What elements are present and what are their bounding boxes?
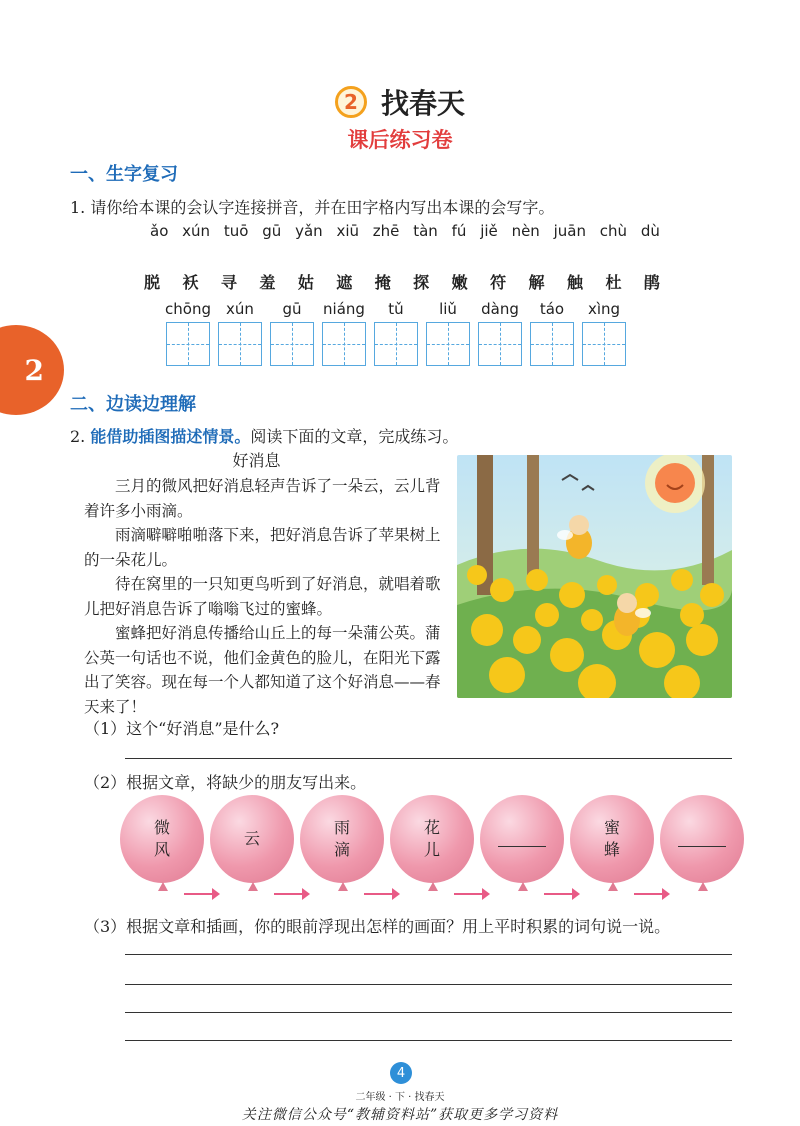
balloon-text: 雨 (333, 818, 350, 837)
writing-pinyin: tǔ (388, 300, 404, 318)
pinyin-option[interactable]: gū (262, 222, 282, 240)
answer-line[interactable] (125, 758, 732, 759)
character-option[interactable]: 触 (566, 273, 583, 292)
passage-title: 好消息 (232, 451, 281, 470)
tianzige-box[interactable] (322, 322, 366, 366)
pinyin-option[interactable]: ǎo (150, 222, 169, 240)
character-option[interactable]: 寻 (220, 273, 237, 292)
passage-paragraph: 待在窝里的一只知更鸟听到了好消息，就唱着歌儿把好消息告诉了嗡嗡飞过的蜜蜂。 (84, 575, 441, 618)
writing-grid-row (166, 322, 626, 366)
balloon-chain (120, 795, 740, 905)
balloon-text: 蜜 (603, 818, 620, 837)
character-option[interactable]: 解 (528, 273, 545, 292)
balloon (120, 795, 204, 883)
arrow-right-icon (544, 893, 574, 895)
blank-line[interactable] (498, 846, 546, 847)
balloon-text: 儿 (423, 840, 440, 859)
question-2-instruction: 阅读下面的文章，完成练习。 (250, 427, 459, 446)
character-option[interactable]: 符 (490, 273, 507, 292)
pinyin-option[interactable]: yǎn (295, 222, 323, 240)
tree-trunk-icon (702, 455, 714, 585)
balloon-blank[interactable] (660, 795, 744, 883)
character-option[interactable]: 杜 (605, 273, 622, 292)
sub-question-1: （1）这个“好消息”是什么? (84, 719, 280, 738)
answer-line[interactable] (125, 954, 732, 955)
lesson-number-badge: 2 (335, 86, 367, 118)
sub-question-3: （3）根据文章和插画，你的眼前浮现出怎样的画面？用上平时积累的词句说一说。 (84, 917, 671, 936)
writing-pinyin: dàng (481, 300, 519, 318)
pinyin-option[interactable]: xiū (336, 222, 359, 240)
tianzige-box[interactable] (426, 322, 470, 366)
answer-line[interactable] (125, 1012, 732, 1013)
page-number: 4 (390, 1062, 412, 1084)
character-option[interactable]: 姑 (297, 273, 314, 292)
balloon-text: 风 (153, 840, 170, 859)
passage-paragraph: 雨滴噼噼啪啪落下来，把好消息告诉了苹果树上的一朵花儿。 (84, 526, 441, 569)
writing-pinyin: gū (282, 300, 302, 318)
question-2-skill: 能借助插图描述情景。 (90, 427, 251, 446)
character-option[interactable]: 袄 (182, 273, 199, 292)
pinyin-option[interactable]: tàn (413, 222, 438, 240)
pinyin-option[interactable]: tuō (223, 222, 249, 240)
reading-passage (84, 448, 449, 719)
blank-line[interactable] (678, 846, 726, 847)
worksheet-subtitle: 课后练习卷 (347, 127, 453, 152)
question-2-number: 2. (70, 427, 91, 446)
spring-illustration (457, 455, 732, 698)
writing-pinyin: xún (226, 300, 254, 318)
pinyin-option[interactable]: xún (182, 222, 211, 240)
question-2 (70, 424, 458, 447)
pinyin-options-row (150, 222, 660, 240)
footer-note: 关注微信公众号“教辅资料站”获取更多学习资料 (241, 1107, 559, 1123)
balloon-text: 滴 (333, 840, 350, 859)
balloon-text: 云 (243, 829, 260, 848)
balloon (570, 795, 654, 883)
pinyin-option[interactable]: fú (451, 222, 467, 240)
writing-pinyin: táo (539, 300, 565, 318)
balloon-text: 花 (423, 818, 440, 837)
balloon (300, 795, 384, 883)
section-heading-2: 二、边读边理解 (70, 394, 196, 415)
question-1: 1. 请你给本课的会认字连接拼音，并在田字格内写出本课的会写字。 (70, 198, 555, 217)
answer-line[interactable] (125, 984, 732, 985)
pinyin-option[interactable]: juān (553, 222, 586, 240)
arrow-right-icon (364, 893, 394, 895)
pinyin-option[interactable]: nèn (511, 222, 540, 240)
writing-pinyin: xìng (587, 300, 621, 318)
balloon-text: 蜂 (603, 840, 620, 859)
character-option[interactable]: 遮 (336, 273, 353, 292)
balloon (390, 795, 474, 883)
character-option[interactable]: 羞 (259, 273, 276, 292)
lesson-title-row (0, 82, 800, 122)
writing-pinyin: chōng (165, 300, 211, 318)
chapter-number: 2 (24, 353, 44, 387)
character-option[interactable]: 鹃 (643, 273, 660, 292)
tree-trunk-icon (527, 455, 539, 575)
writing-pinyin-row (162, 300, 630, 318)
tianzige-box[interactable] (218, 322, 262, 366)
chapter-side-tab (0, 325, 64, 415)
sub-question-2: （2）根据文章，将缺少的朋友写出来。 (84, 773, 367, 792)
writing-pinyin: liǔ (439, 300, 457, 318)
balloon-text: 微 (153, 818, 170, 837)
lesson-title: 找春天 (380, 87, 465, 120)
character-option[interactable]: 嫩 (451, 273, 468, 292)
character-option[interactable]: 掩 (374, 273, 391, 292)
section-heading-1: 一、生字复习 (70, 164, 178, 185)
character-option[interactable]: 探 (413, 273, 430, 292)
balloon (210, 795, 294, 883)
character-options-row (144, 270, 660, 293)
arrow-right-icon (274, 893, 304, 895)
pinyin-option[interactable]: chù (599, 222, 628, 240)
pinyin-option[interactable]: jiě (480, 222, 498, 240)
pinyin-option[interactable]: zhē (372, 222, 400, 240)
tianzige-box[interactable] (478, 322, 522, 366)
tianzige-box[interactable] (582, 322, 626, 366)
arrow-right-icon (454, 893, 484, 895)
passage-paragraph: 三月的微风把好消息轻声告诉了一朵云，云儿背着许多小雨滴。 (84, 477, 441, 520)
arrow-right-icon (184, 893, 214, 895)
pinyin-option[interactable]: dù (640, 222, 660, 240)
passage-paragraph: 蜜蜂把好消息传播给山丘上的每一朵蒲公英。蒲公英一句话也不说，他们金黄色的脸儿，在阳光下露出了笑容。现在每一个人都知道了这个好消息——春天来了！ (84, 624, 441, 716)
balloon-blank[interactable] (480, 795, 564, 883)
writing-pinyin: niáng (323, 300, 365, 318)
smiling-sun-icon (655, 463, 695, 503)
footer-label: 二年级 · 下 · 找春天 (355, 1092, 445, 1103)
answer-line[interactable] (125, 1040, 732, 1041)
tianzige-box[interactable] (270, 322, 314, 366)
tianzige-box[interactable] (166, 322, 210, 366)
tianzige-box[interactable] (374, 322, 418, 366)
character-option[interactable]: 脱 (144, 273, 161, 292)
arrow-right-icon (634, 893, 664, 895)
tianzige-box[interactable] (530, 322, 574, 366)
